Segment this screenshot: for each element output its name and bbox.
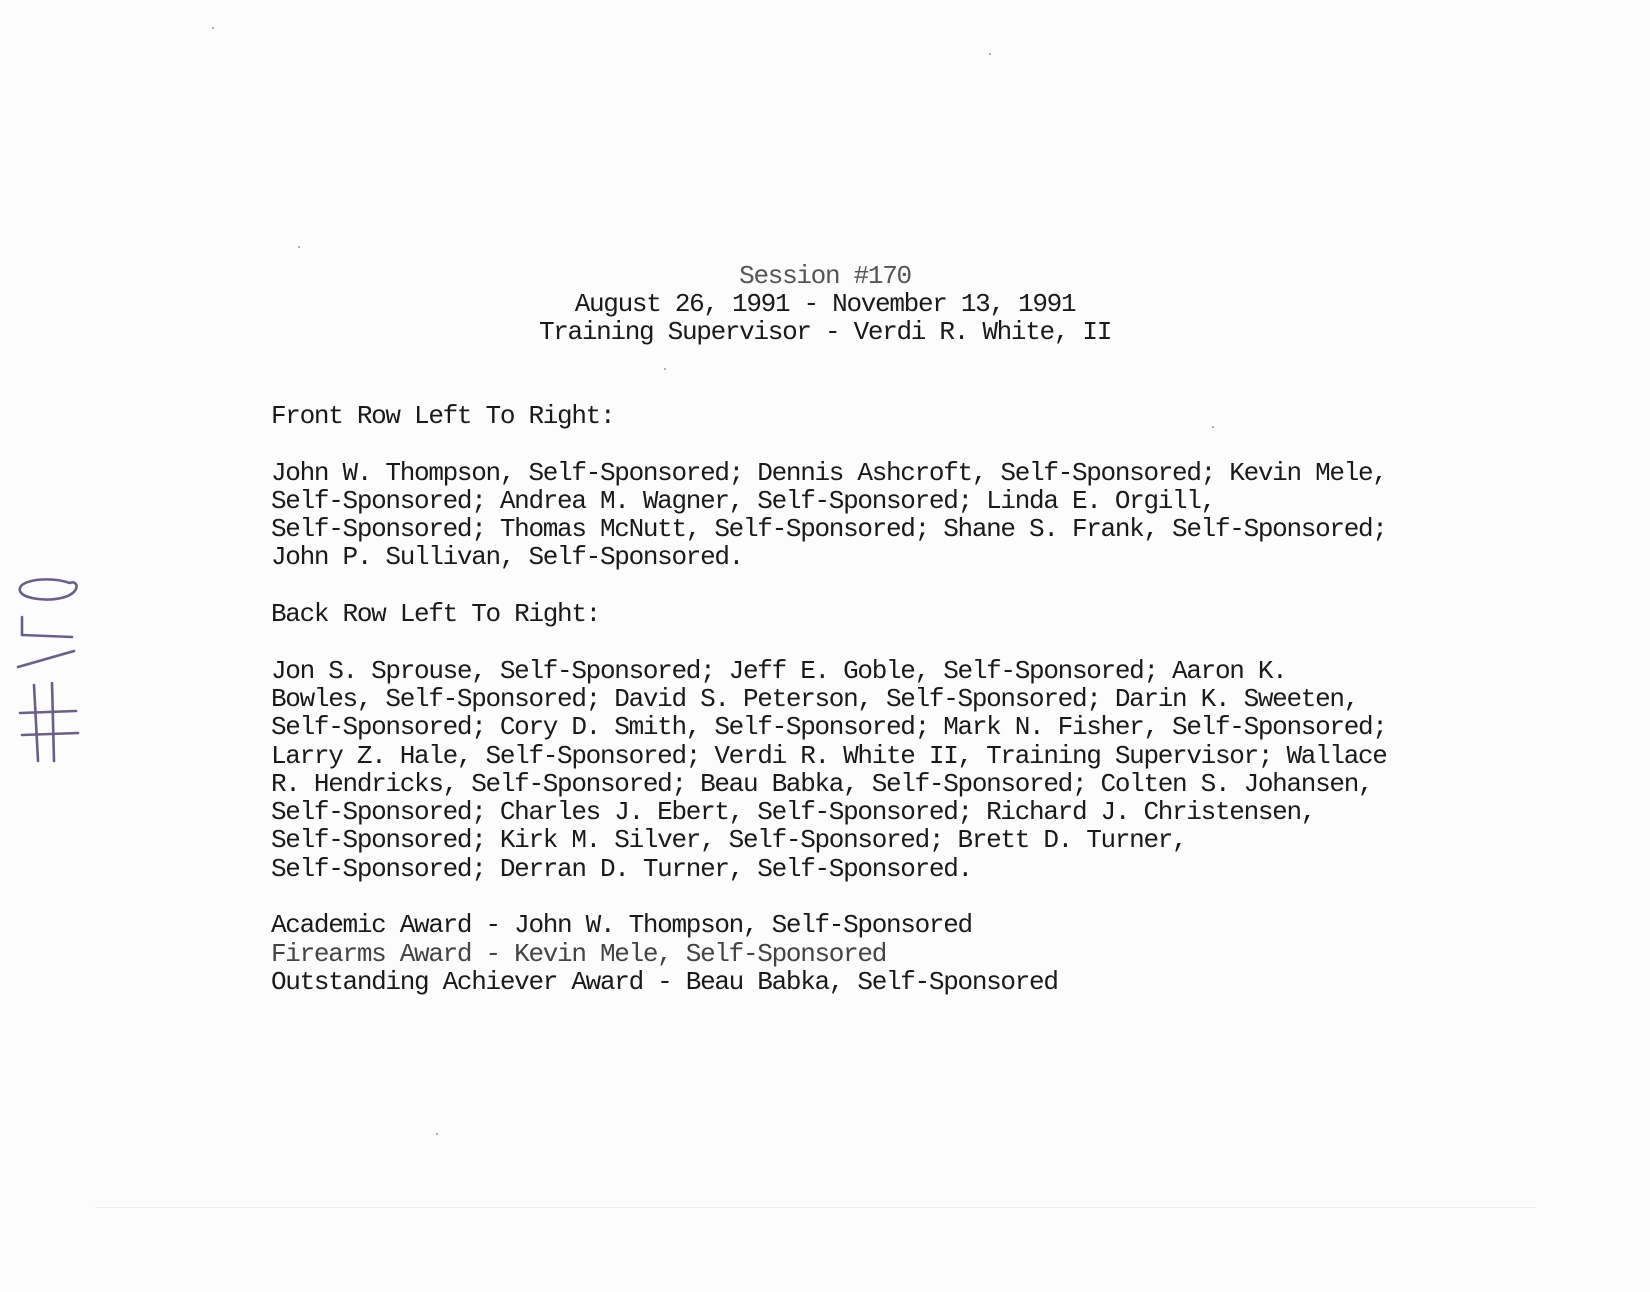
front-row-line: John P. Sullivan, Self-Sponsored. [271,542,743,573]
front-row-line: Self-Sponsored; Thomas McNutt, Self-Sponsored; Shane S. Frank, Self-Sponsored; [271,514,1387,545]
session-number: Session #170 [739,261,911,291]
back-row-line: Self-Sponsored; Kirk M. Silver, Self-Sponsored; Brett D. Turner, [271,825,1187,856]
back-row-line: Jon S. Sprouse, Self-Sponsored; Jeff E. Goble, Self-Sponsored; Aaron K. [271,655,1287,686]
front-row-line: Self-Sponsored; Andrea M. Wagner, Self-Sponsored; Linda E. Orgill, [271,485,1215,516]
back-row-line: Bowles, Self-Sponsored; David S. Peterson, Self-Sponsored; Darin K. Sweeten, [271,683,1358,714]
front-row-names [271,459,1391,572]
scan-speck [298,246,300,248]
scan-speck [664,368,666,370]
back-row-heading: Back Row Left To Right: [271,599,600,630]
session-dates: August 26, 1991 - November 13, 1991 [574,289,1076,319]
academic-award: Academic Award - John W. Thompson, Self-Sponsored [271,910,972,941]
scan-speck [989,53,991,55]
document-body [271,402,1391,996]
front-row-line: John W. Thompson, Self-Sponsored; Dennis Ashcroft, Self-Sponsored; Kevin Mele, [271,457,1387,488]
handwritten-session-number [8,575,88,785]
scan-speck [212,27,214,29]
scan-edge-line [95,1207,1535,1208]
back-row-line: Larry Z. Hale, Self-Sponsored; Verdi R. White II, Training Supervisor; Wallace [271,740,1387,771]
back-row-names [271,657,1391,883]
awards-list [271,911,1391,996]
document-header [0,262,1650,346]
back-row-line: Self-Sponsored; Cory D. Smith, Self-Sponsored; Mark N. Fisher, Self-Sponsored; [271,712,1387,743]
front-row-heading: Front Row Left To Right: [271,401,615,431]
outstanding-achiever-award: Outstanding Achiever Award - Beau Babka, Self-Sponsored [271,966,1058,997]
back-row-line: Self-Sponsored; Charles J. Ebert, Self-Sponsored; Richard J. Christensen, [271,797,1316,828]
scan-speck [436,1133,438,1135]
back-row-line: Self-Sponsored; Derran D. Turner, Self-Sponsored. [271,853,972,884]
training-supervisor: Training Supervisor - Verdi R. White, II [538,317,1112,347]
firearms-award: Firearms Award - Kevin Mele, Self-Sponsored [271,938,887,969]
back-row-line: R. Hendricks, Self-Sponsored; Beau Babka, Self-Sponsored; Colten S. Johansen, [271,768,1373,799]
